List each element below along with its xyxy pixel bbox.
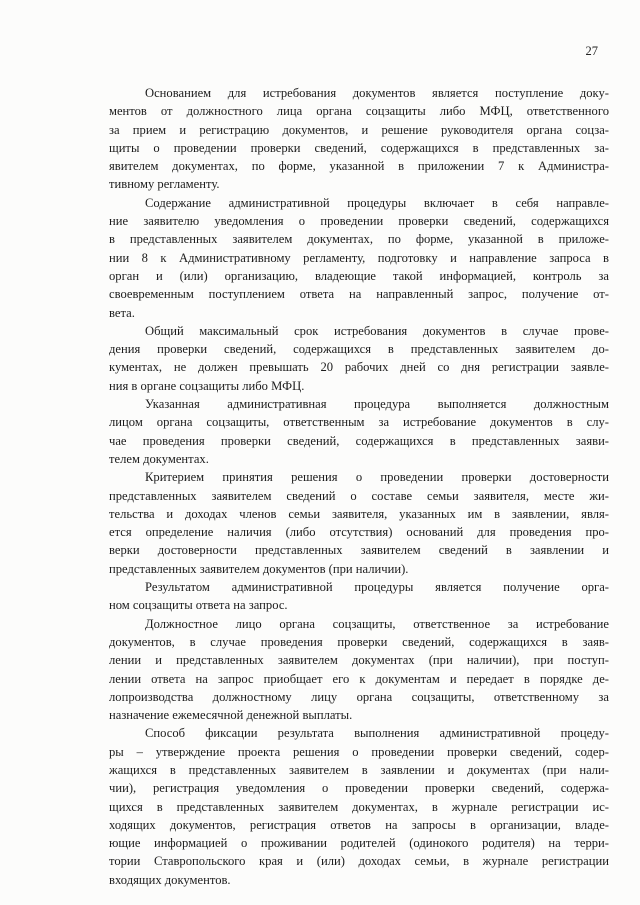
text-line: орган и (или) организацию, владеющие такой информацией, контроль за [109, 268, 609, 283]
text-line: явителем документах, по форме, указанной в приложении 7 к Администра- [109, 159, 609, 174]
text-line: лении ответа на запрос приобщает его к документам и передает в порядке де- [109, 671, 609, 686]
text-line: кументах, не должен превышать 20 рабочих дней со дня регистрации заявле- [109, 360, 609, 375]
text-line: телем документах. [109, 451, 209, 466]
paragraph [109, 468, 609, 578]
text-line: входящих документов. [109, 872, 231, 887]
text-line: нии 8 к Административному регламенту, подготовку и направление запроса в [109, 250, 609, 265]
paragraph [109, 724, 609, 889]
text-line: Критерием принятия решения о проведении проверки достоверности [145, 470, 609, 485]
text-line: ется определение наличия (либо отсутствия) оснований для проведения про- [109, 525, 609, 540]
text-line: щихся в представленных заявителем документах, в журнале регистрации ис- [109, 799, 609, 814]
text-line: представленных заявителем документов (при наличии). [109, 561, 409, 576]
text-line: Должностное лицо органа соцзащиты, ответственное за истребование [145, 616, 609, 631]
document-body [109, 84, 609, 889]
text-line: щиты о проведении проверки сведений, содержащихся в представленных за- [109, 140, 609, 155]
text-line: Способ фиксации результата выполнения административной процеду- [145, 726, 609, 741]
text-line: чии), регистрация уведомления о проведении проверки сведений, содержа- [109, 781, 609, 796]
text-line: ном соцзащиты ответа на запрос. [109, 598, 288, 613]
text-line: чае проведения проверки сведений, содержащихся в представленных заяви- [109, 433, 609, 448]
text-line: тории Ставропольского края и (или) доходах семьи, в журнале регистрации [109, 854, 609, 869]
paragraph [109, 194, 609, 322]
text-line: ходящих документов, регистрация ответов на запросы в организации, владе- [109, 817, 609, 832]
text-line: Содержание административной процедуры включает в себя направле- [145, 195, 609, 210]
text-line: ющие информацией о проживании родителей (одинокого родителя) на терри- [109, 836, 609, 851]
text-line: верки достоверности представленных заявителем сведений в заявлении и [109, 543, 609, 558]
text-line: представленных заявителем сведений о составе семьи заявителя, месте жи- [109, 488, 609, 503]
text-line: лопроизводства должностному лицу органа соцзащиты, ответственному за [109, 689, 609, 704]
page-number: 27 [585, 44, 598, 58]
text-line: тельства и доходах членов семьи заявителя, указанных им в заявлении, явля- [109, 506, 609, 521]
paragraph [109, 395, 609, 468]
text-line: в представленных заявителем документах, по форме, указанной в приложе- [109, 232, 609, 247]
paragraph [109, 578, 609, 615]
text-line: тивному регламенту. [109, 177, 220, 192]
paragraph [109, 615, 609, 725]
text-line: Общий максимальный срок истребования документов в случае прове- [145, 323, 609, 338]
text-line: лении и представленных заявителем документах (при наличии), при поступ- [109, 653, 609, 668]
text-line: ние заявителю уведомления о проведении проверки сведений, содержащихся [109, 214, 609, 229]
text-line: жащихся в представленных заявителем в заявлении и документах (при нали- [109, 762, 609, 777]
text-line: Основанием для истребования документов является поступление доку- [145, 86, 609, 100]
text-line: назначение ежемесячной денежной выплаты. [109, 708, 353, 723]
text-line: Указанная административная процедура выполняется должностным [145, 397, 609, 412]
text-line: вета. [109, 305, 135, 320]
text-line: Результатом административной процедуры является получение орга- [145, 580, 609, 595]
text-line: лицом органа соцзащиты, ответственным за истребование документов в слу- [109, 415, 609, 430]
text-line: документов, в случае проведения проверки сведений, содержащихся в заяв- [109, 634, 609, 649]
text-line: за прием и регистрацию документов, и решение руководителя органа соцза- [109, 122, 609, 137]
text-line: ры – утверждение проекта решения о проведении проверки сведений, содер- [109, 744, 609, 759]
text-line: дения проверки сведений, содержащихся в представленных заявителем до- [109, 342, 609, 357]
text-line: ния в органе соцзащиты либо МФЦ. [109, 378, 305, 393]
text-line: ментов от должностного лица органа соцзащиты либо МФЦ, ответственного [109, 104, 609, 119]
paragraph [109, 84, 609, 194]
paragraph [109, 322, 609, 395]
text-line: своевременным поступлением ответа на направленный запрос, получение от- [109, 287, 609, 302]
